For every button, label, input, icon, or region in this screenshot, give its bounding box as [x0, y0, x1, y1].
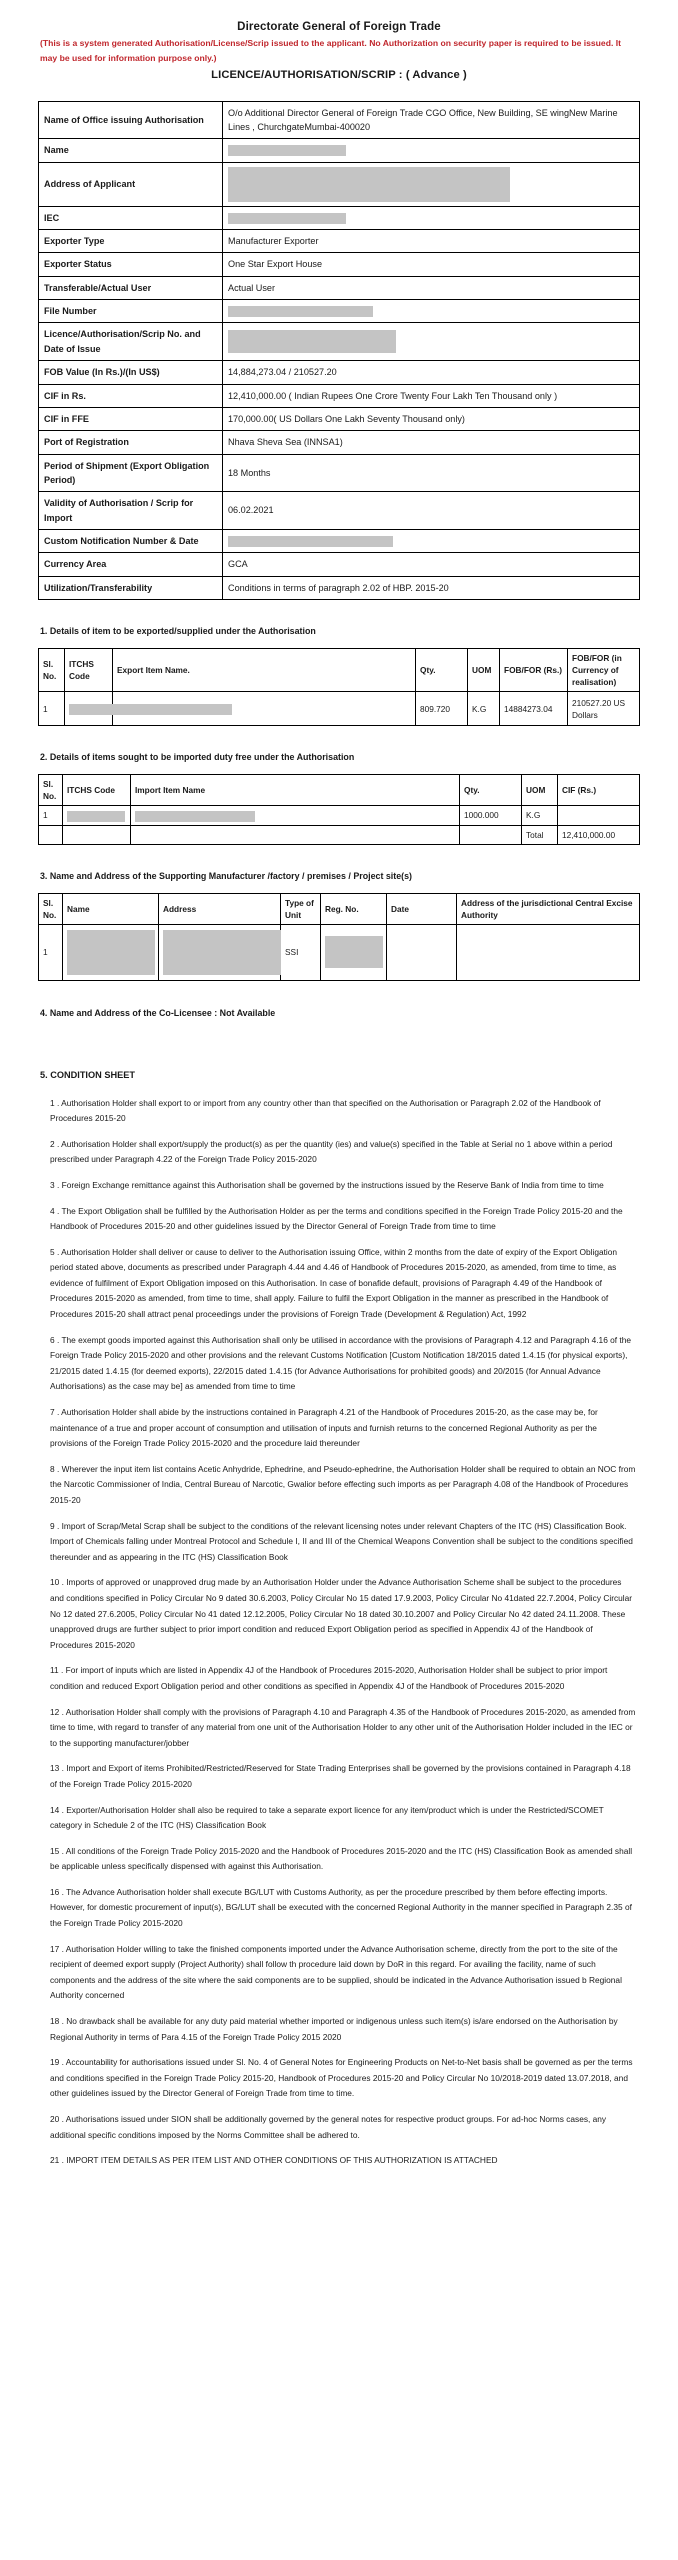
- info-row-label: Transferable/Actual User: [39, 276, 223, 299]
- condition-item: 3 . Foreign Exchange remittance against this Authorisation shall be governed by the instructions issued by the Reserve Bank of India from time to time: [50, 1179, 604, 1190]
- condition-item: 20 . Authorisations issued under SION shall be additionally governed by the general notes for respective product groups. For ad-hoc Norms cases, any additional specific conditions imposed by the Norms Committee shall be adhered to.: [50, 2114, 607, 2140]
- info-row: [39, 431, 640, 454]
- section2-heading: 2. Details of items sought to be imported duty free under the Authorisation: [40, 752, 355, 763]
- col-import-item-name: Import Item Name: [131, 775, 460, 806]
- supporting-manufacturer-table: [38, 893, 640, 981]
- redacted-block: [135, 811, 255, 822]
- info-row-label: Currency Area: [39, 553, 223, 576]
- redacted-block: [163, 930, 281, 975]
- section1-heading: 1. Details of item to be exported/supplied under the Authorisation: [40, 626, 316, 637]
- info-row-label: File Number: [39, 300, 223, 323]
- info-row-value: Nhava Sheva Sea (INNSA1): [223, 431, 640, 454]
- cell-import-item-name: [131, 806, 460, 825]
- info-row-value: [223, 162, 640, 206]
- redacted-block: [228, 330, 396, 353]
- col-date: Date: [387, 893, 457, 924]
- cell-address: [159, 924, 281, 980]
- section4-heading: 4. Name and Address of the Co-Licensee : Not Available: [40, 1007, 276, 1018]
- condition-item: 21 . IMPORT ITEM DETAILS AS PER ITEM LIST AND OTHER CONDITIONS OF THIS AUTHORIZATION IS ATTACHED: [50, 2155, 498, 2166]
- info-row-label: IEC: [39, 206, 223, 229]
- cell-fob-currency: 210527.20 US Dollars: [568, 692, 640, 726]
- info-row-label: Period of Shipment (Export Obligation Period): [39, 454, 223, 492]
- info-row-label: FOB Value (In Rs.)/(In US$): [39, 361, 223, 384]
- cell-name: [63, 924, 159, 980]
- condition-item: 7 . Authorisation Holder shall abide by the instructions contained in Paragraph 4.21 of the Handbook of Procedures 2015-20, as the case may be, for maintenance of a true and proper account of consumption and utilisation of inputs and furnish returns to the concerned Regional Authority as per the provisions of the Foreign Trade Policy 2015-2020 and the procedure laid thereunder: [50, 1407, 598, 1449]
- info-row-label: Utilization/Transferability: [39, 576, 223, 599]
- info-row-label: CIF in Rs.: [39, 384, 223, 407]
- info-row: [39, 323, 640, 361]
- info-row: [39, 300, 640, 323]
- condition-item: 9 . Import of Scrap/Metal Scrap shall be subject to the conditions of the relevant licensing notes under relevant Chapters of the ITC (HS) Classification Book. Import of Chemicals falling under Montreal Protocol and Schedule I, II and III of the Chemical Weapons Convention shall be subject to the conditions specified thereunder and as appearing in the ITC (HS) Classification Book: [50, 1520, 633, 1562]
- table-header-row: [39, 775, 640, 806]
- cell-uom: K.G: [468, 692, 500, 726]
- col-qty: Qty.: [460, 775, 522, 806]
- total-label: Total: [522, 825, 558, 844]
- info-row: [39, 253, 640, 276]
- condition-sheet-heading: 5. CONDITION SHEET: [40, 1069, 135, 1080]
- redacted-block: [67, 811, 125, 822]
- info-row: [39, 454, 640, 492]
- redacted-block: [228, 536, 393, 547]
- cell-qty: 809.720: [416, 692, 468, 726]
- col-uom: UOM: [468, 649, 500, 692]
- condition-item: 11 . For import of inputs which are listed in Appendix 4J of the Handbook of Procedures 2015-2020, Authorisation Holder shall be subject to prior import condition and reduced Export Obligation period and other conditions as specified in Appendix 4J of the Handbook of Procedures 2015-2020: [50, 1665, 608, 1691]
- redacted-block: [67, 930, 155, 975]
- info-row-label: Licence/Authorisation/Scrip No. and Date of Issue: [39, 323, 223, 361]
- condition-item: 15 . All conditions of the Foreign Trade Policy 2015-2020 and the Handbook of Procedures 2015-2020 and the ITC (HS) Classification Book as amended shall be applicable unless specifically dispensed with against this Authorisation.: [50, 1845, 633, 1872]
- condition-item: 18 . No drawback shall be available for any duty paid material whether imported or indigenous unless such item(s) is/are endorsed on the Authorisation by Regional Authority in terms of Para 4.15 of the Foreign Trade Policy 2015 2020: [50, 2016, 618, 2042]
- info-row-value: Conditions in terms of paragraph 2.02 of HBP. 2015-20: [223, 576, 640, 599]
- condition-item: 8 . Wherever the input item list contains Acetic Anhydride, Ephedrine, and Pseudo-ephedrine, the Authorisation Holder shall be required to obtain an NOC from the Narcotic Commissioner of India, Central Bureau of Narcotic, Gwalior before effecting such imports as per Paragraph 4.08 of the Handbook of Procedures 2015-20: [50, 1463, 636, 1506]
- page-title: Directorate General of Foreign Trade: [237, 21, 441, 33]
- info-row: [39, 139, 640, 162]
- table-total-row: [39, 825, 640, 844]
- table-row: [39, 924, 640, 980]
- info-row: [39, 206, 640, 229]
- condition-item: 14 . Exporter/Authorisation Holder shall also be required to take a separate export licence for any item/product which is under the Restricted/SCOMET category in Schedule 2 of the ITC (HS) Classification Book: [50, 1804, 604, 1831]
- col-fob-rs: FOB/FOR (Rs.): [500, 649, 568, 692]
- info-row-value: GCA: [223, 553, 640, 576]
- cell-itchs-code: [63, 806, 131, 825]
- redacted-block: [228, 306, 373, 317]
- col-cif-rs: CIF (Rs.): [558, 775, 640, 806]
- system-generated-notice: (This is a system generated Authorisation/License/Scrip issued to the applicant. No Authorization on security paper is required to be issued. It may be used for information purpose only.): [40, 38, 621, 63]
- condition-item: 5 . Authorisation Holder shall deliver or cause to deliver to the Authorisation issuing Office, within 2 months from the date of expiry of the Export Obligation period stated above, documents as prescribed under Paragraph 4.44 and 4.46 of Handbook of Procedures 2015-2020, as amended, from time to time, as evidence of fulfilment of Export Obligation imposed on this Authorisation. In case of bonafide default, provisions of Paragraph 4.49 of the Handbook of Procedures 2015-2020 as amended, from time to time, shall apply. Failure to fulfil the Export Obligation in the manner as prescribed in the Handbook of Procedures 2015-20 shall attract penal proceedings under the provisions of Foreign Trade (Development & Regulation) Act, 1992: [50, 1246, 618, 1320]
- condition-item: 4 . The Export Obligation shall be fulfilled by the Authorisation Holder as per the terms and conditions specified in the Foreign Trade Policy 2015-20 and the Handbook of Procedures 2015-20 and other guidelines issued by the Director General of Foreign Trade from time to time: [50, 1205, 623, 1232]
- info-row-value: Actual User: [223, 276, 640, 299]
- cell-empty-4: [460, 825, 522, 844]
- cell-excise-authority: [457, 924, 640, 980]
- cell-export-item-name: [113, 692, 416, 726]
- condition-item: 16 . The Advance Authorisation holder shall execute BG/LUT with Customs Authority, as per the procedure prescribed by them before effecting imports. However, for domestic procurement of input(s), BG/LUT shall be executed with the concerned Regional Authority in the manner specified in Paragraph 2.35 of the Foreign Trade Policy 2015-2020: [50, 1886, 632, 1929]
- cell-empty-3: [131, 825, 460, 844]
- col-name: Name: [63, 893, 159, 924]
- col-fob-currency: FOB/FOR (in Currency of realisation): [568, 649, 640, 692]
- info-row-value: [223, 300, 640, 323]
- condition-list: [38, 1096, 640, 2169]
- info-row: [39, 576, 640, 599]
- cell-sl-no: 1: [39, 692, 65, 726]
- info-row: [39, 384, 640, 407]
- table-row: [39, 692, 640, 726]
- col-sl-no: Sl. No.: [39, 893, 63, 924]
- info-row-label: Validity of Authorisation / Scrip for Import: [39, 492, 223, 530]
- info-row: [39, 530, 640, 553]
- scrip-type-line: LICENCE/AUTHORISATION/SCRIP : ( Advance ): [211, 68, 467, 81]
- col-sl-no: Sl. No.: [39, 775, 63, 806]
- info-row-value: [223, 530, 640, 553]
- total-value: 12,410,000.00: [558, 825, 640, 844]
- info-row-label: Exporter Type: [39, 230, 223, 253]
- cell-type-of-unit: SSI: [281, 924, 321, 980]
- table-header-row: [39, 649, 640, 692]
- info-row-value: 06.02.2021: [223, 492, 640, 530]
- info-row: [39, 230, 640, 253]
- col-type-of-unit: Type of Unit: [281, 893, 321, 924]
- condition-item: 6 . The exempt goods imported against this Authorisation shall only be utilised in accordance with the provisions of Paragraph 4.12 and Paragraph 4.16 of the Foreign Trade Policy 2015-2020 and other provisions and the relevant Customs Notification [Custom Notification 18/2015 dated 1.4.15 (for physical exports), 21/2015 dated 1.4.15 (for deemed exports), 22/2015 dated 1.4.15 (for Advance Authorisations for prohibited goods) and 20/2015 (for Annual Advance Authorisations) as the case may be] as amended from time to time: [50, 1334, 632, 1392]
- condition-item: 10 . Imports of approved or unapproved drug made by an Authorisation Holder under the Advance Authorisation Scheme shall be subject to the procedures and conditions specified in Policy Circular No 9 dated 30.6.2003, Policy Circular No 15 dated 17.9.2003, Policy Circular No 41dated 22.7.2004, Policy Circular No 12 dated 27.6.2005, Policy Circular No 41 dated 12.12.2005, Policy Circular No 18 dated 30.10.2007 and Policy Circular No 42 dated 24.11.2008. These unapproved drugs are further subject to prior import condition and reduced Export Obligation period as specified in Appendix 4J of the Handbook of Procedures 2015-2020: [50, 1577, 633, 1650]
- cell-cif-rs: [558, 806, 640, 825]
- authorisation-info-table: [38, 101, 640, 601]
- redacted-block: [69, 704, 121, 715]
- info-row: [39, 553, 640, 576]
- info-row: [39, 162, 640, 206]
- condition-item: 2 . Authorisation Holder shall export/supply the product(s) as per the quantity (ies) and value(s) specified in the Table at Serial no 1 above within a period prescribed under Paragraph 4.22 of the Foreign Trade Policy 2015-2020: [50, 1138, 613, 1165]
- info-row-label: Address of Applicant: [39, 162, 223, 206]
- cell-empty-2: [63, 825, 131, 844]
- info-row-label: Name: [39, 139, 223, 162]
- redacted-block: [325, 936, 383, 968]
- redacted-block: [117, 704, 232, 715]
- info-row-value: 18 Months: [223, 454, 640, 492]
- info-row-label: Name of Office issuing Authorisation: [39, 101, 223, 139]
- info-row-label: Exporter Status: [39, 253, 223, 276]
- cell-date: [387, 924, 457, 980]
- cell-empty-1: [39, 825, 63, 844]
- info-row-value: [223, 139, 640, 162]
- condition-item: 17 . Authorisation Holder willing to take the finished components imported under the Advance Authorisation scheme, directly from the port to the site of the recipient of deemed export supply (Project Authority) shall follow th procedure laid down by DoR in this regard. For availing the facility, name of such components and the address of the site where the said components are to be supplied, should be indicated in the Advance Authorisation issued b Regional Authority concerned: [50, 1943, 622, 2001]
- cell-uom: K.G: [522, 806, 558, 825]
- redacted-block: [228, 167, 510, 202]
- col-sl-no: Sl. No.: [39, 649, 65, 692]
- condition-item: 13 . Import and Export of items Prohibited/Restricted/Reserved for State Trading Enterprises shall be governed by the provisions contained in Paragraph 4.18 of the Foreign Trade Policy 2015-2020: [50, 1763, 631, 1789]
- condition-item: 1 . Authorisation Holder shall export to or import from any country other than that specified on the Authorisation or Paragraph 2.02 of the Handbook of Procedures 2015-20: [50, 1097, 601, 1124]
- col-reg-no: Reg. No.: [321, 893, 387, 924]
- info-row-value: O/o Additional Director General of Foreign Trade CGO Office, New Building, SE wingNew Marine Lines , ChurchgateMumbai-400020: [223, 101, 640, 139]
- section3-heading: 3. Name and Address of the Supporting Manufacturer /factory / premises / Project site(s): [40, 870, 413, 881]
- col-qty: Qty.: [416, 649, 468, 692]
- info-row: [39, 276, 640, 299]
- info-row-value: 14,884,273.04 / 210527.20: [223, 361, 640, 384]
- info-row-value: Manufacturer Exporter: [223, 230, 640, 253]
- info-row-value: 12,410,000.00 ( Indian Rupees One Crore Twenty Four Lakh Ten Thousand only ): [223, 384, 640, 407]
- col-export-item-name: Export Item Name.: [113, 649, 416, 692]
- info-row-label: CIF in FFE: [39, 407, 223, 430]
- cell-itchs-code: [65, 692, 113, 726]
- col-uom: UOM: [522, 775, 558, 806]
- info-row: [39, 407, 640, 430]
- col-itchs-code: ITCHS Code: [65, 649, 113, 692]
- info-row-value: 170,000.00( US Dollars One Lakh Seventy Thousand only): [223, 407, 640, 430]
- export-items-table: [38, 648, 640, 726]
- cell-qty: 1000.000: [460, 806, 522, 825]
- col-itchs-code: ITCHS Code: [63, 775, 131, 806]
- cell-reg-no: [321, 924, 387, 980]
- import-items-table: [38, 774, 640, 844]
- col-address: Address: [159, 893, 281, 924]
- table-row: [39, 806, 640, 825]
- cell-sl-no: 1: [39, 924, 63, 980]
- cell-fob-rs: 14884273.04: [500, 692, 568, 726]
- info-row: [39, 361, 640, 384]
- col-excise-authority: Address of the jurisdictional Central Excise Authority: [457, 893, 640, 924]
- condition-item: 12 . Authorisation Holder shall comply with the provisions of Paragraph 4.10 and Paragraph 4.35 of the Handbook of Procedures 2015-2020, as amended from time to time, with regard to transfer of any material from one unit of the Authorisation Holder to any other unit of the Authorisation Holder included in the IEC or to the supporting manufacturer/jobber: [50, 1706, 636, 1748]
- info-row-label: Custom Notification Number & Date: [39, 530, 223, 553]
- info-row: [39, 492, 640, 530]
- info-row-label: Port of Registration: [39, 431, 223, 454]
- info-row-value: One Star Export House: [223, 253, 640, 276]
- info-row-value: [223, 206, 640, 229]
- cell-sl-no: 1: [39, 806, 63, 825]
- condition-item: 19 . Accountability for authorisations issued under Sl. No. 4 of General Notes for Engineering Products on Net-to-Net basis shall be governed as per the terms and conditions specified in the Foreign Trade Policy 2015-20, Handbook of Procedures 2015-20 and Policy Circular No 10/2018-2019 dated 13.07.2018, and other guidelines issued by the Director General of Foreign Trade from time to time.: [50, 2057, 633, 2099]
- redacted-block: [228, 145, 346, 156]
- redacted-block: [228, 213, 346, 224]
- table-header-row: [39, 893, 640, 924]
- info-row: [39, 101, 640, 139]
- info-row-value: [223, 323, 640, 361]
